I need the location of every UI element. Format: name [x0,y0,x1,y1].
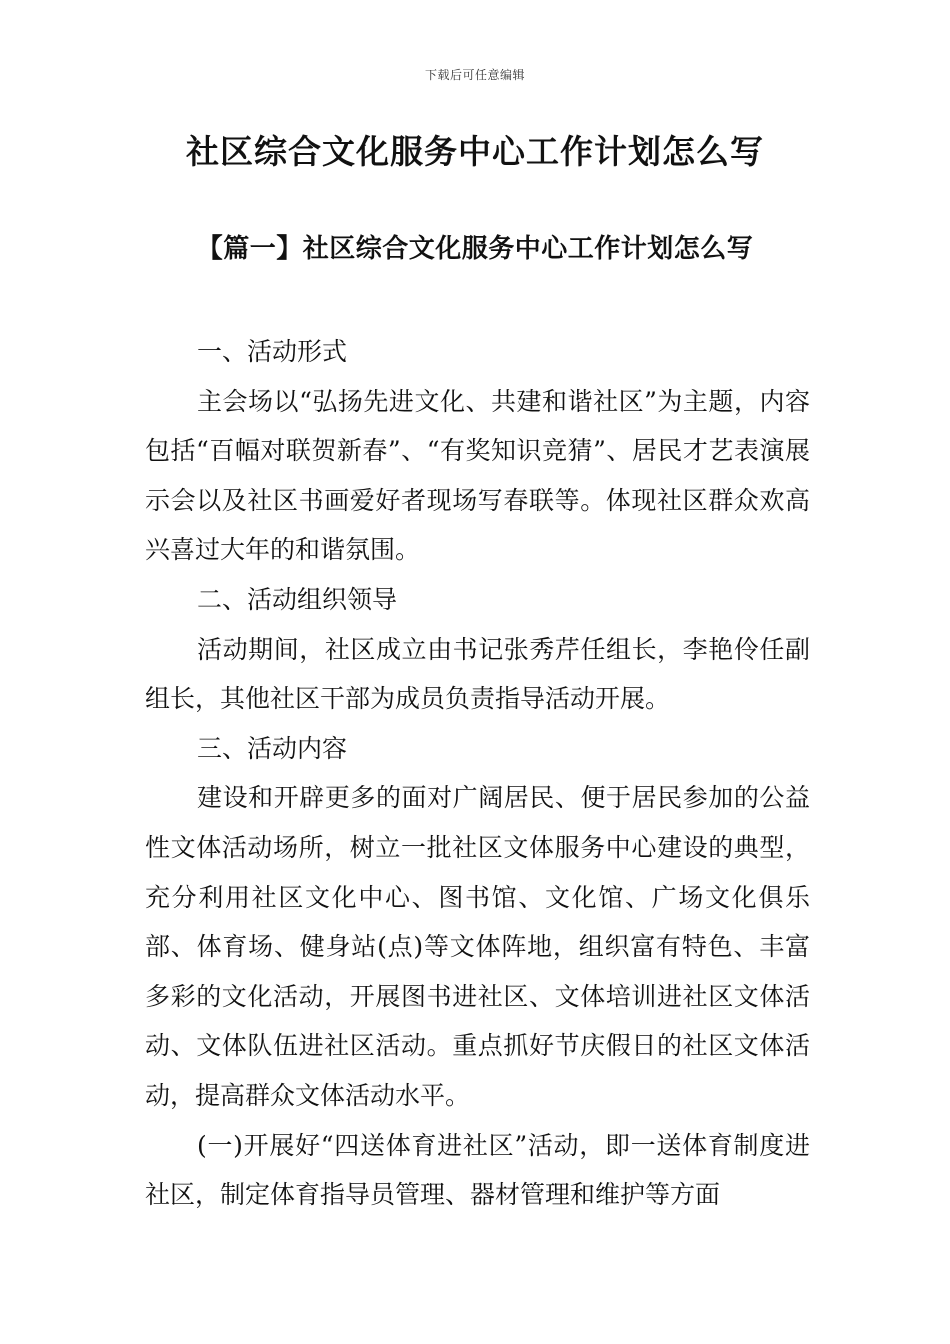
document-body [145,327,810,1220]
document-subtitle: 【篇一】社区综合文化服务中心工作计划怎么写 [196,234,754,264]
section-heading-1: 一、活动形式 [197,337,348,366]
section-heading-3: 三、活动内容 [197,733,348,763]
document-title: 社区综合文化服务中心工作计划怎么写 [186,132,764,171]
paragraph-leadership: 活动期间，社区成立由书记张秀芹任组长，李艳伶任副组长，其他社区干部为成员负责指导活动开展。 [145,634,810,714]
paragraph-activity-form: 主会场以“弘扬先进文化、共建和谐社区”为主题，内容包括“百幅对联贺新春”、“有奖知识竞猜”、居民才艺表演展示会以及社区书画爱好者现场写春联等。体现社区群众欢高兴喜过大年的和谐氛围。 [145,386,810,565]
section-heading-2: 二、活动组织领导 [197,584,398,614]
paragraph-four-sends: (一)开展好“四送体育进社区”活动，即一送体育制度进社区，制定体育指导员管理、器材管理和维护等方面 [145,1130,810,1210]
paragraph-activity-content: 建设和开辟更多的面对广阔居民、便于居民参加的公益性文体活动场所，树立一批社区文体服务中心建设的典型，充分利用社区文化中心、图书馆、文化馆、广场文化俱乐部、体育场、健身站(点)等文体阵地，组织富有特色、丰富多彩的文化活动，开展图书进社区、文体培训进社区文体活动、文体队伍进社区活动。重点抓好节庆假日的社区文体活动，提高群众文体活动水平。 [145,783,810,1110]
header-note: 下载后可任意编辑 [424,68,525,82]
